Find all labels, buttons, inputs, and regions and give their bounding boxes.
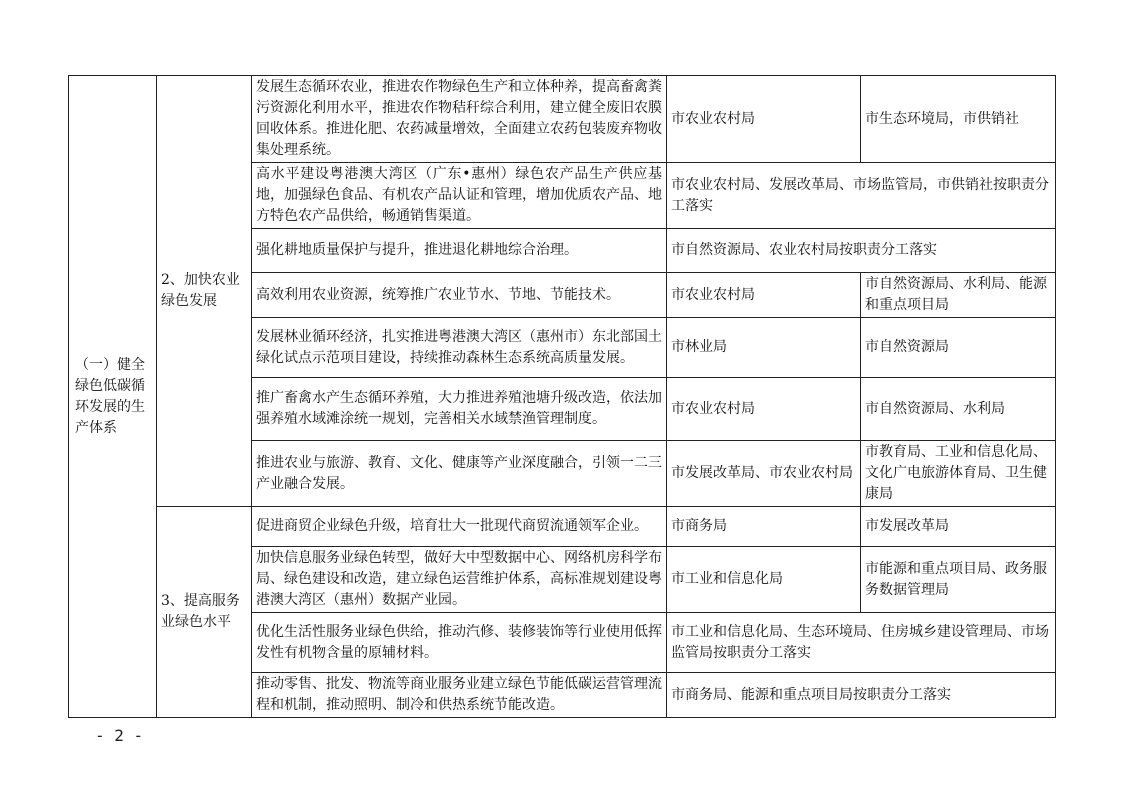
coop-dept-cell: 市生态环境局，市供销社 — [861, 76, 1056, 163]
section-title: 2、加快农业绿色发展 — [157, 76, 252, 507]
task-cell: 发展林业循环经济，扎实推进粤港澳大湾区（惠州市）东北部国土绿化试点示范项目建设，持续推动森林生态系统高质量发展。 — [252, 318, 667, 378]
policy-table — [68, 75, 1056, 718]
task-cell: 发展生态循环农业，推进农作物绿色生产和立体种养，提高畜禽粪污资源化利用水平，推进农作物秸秆综合利用，建立健全废旧农膜回收体系。推进化肥、农药减量增效，全面建立农药包装废弃物收集处理系统。 — [252, 76, 667, 163]
lead-dept-cell: 市工业和信息化局 — [667, 547, 861, 613]
task-cell: 推进农业与旅游、教育、文化、健康等产业深度融合，引领一二三产业融合发展。 — [252, 441, 667, 507]
lead-dept-cell: 市农业农村局 — [667, 273, 861, 318]
task-cell: 推动零售、批发、物流等商业服务业建立绿色节能低碳运营管理流程和机制，推动照明、制冷和供热系统节能改造。 — [252, 673, 667, 718]
lead-dept-cell: 市农业农村局 — [667, 378, 861, 441]
lead-dept-cell: 市农业农村局 — [667, 76, 861, 163]
task-cell: 促进商贸企业绿色升级，培育壮大一批现代商贸流通领军企业。 — [252, 507, 667, 547]
lead-dept-cell: 市农业农村局、发展改革局、市场监管局，市供销社按职责分工落实 — [667, 163, 1056, 229]
lead-dept-cell: 市林业局 — [667, 318, 861, 378]
table-row — [69, 507, 1056, 547]
coop-dept-cell: 市能源和重点项目局、政务服务数据管理局 — [861, 547, 1056, 613]
table-row — [69, 76, 1056, 163]
task-cell: 优化生活性服务业绿色供给，推动汽修、装修装饰等行业使用低挥发性有机物含量的原辅材料。 — [252, 613, 667, 673]
page-number: - 2 - — [95, 726, 144, 745]
coop-dept-cell: 市自然资源局 — [861, 318, 1056, 378]
task-cell: 高效利用农业资源，统筹推广农业节水、节地、节能技术。 — [252, 273, 667, 318]
lead-dept-cell: 市发展改革局、市农业农村局 — [667, 441, 861, 507]
coop-dept-cell: 市发展改革局 — [861, 507, 1056, 547]
lead-dept-cell: 市商务局 — [667, 507, 861, 547]
section-title: 3、提高服务业绿色水平 — [157, 507, 252, 718]
coop-dept-cell: 市自然资源局、水利局 — [861, 378, 1056, 441]
task-cell: 高水平建设粤港澳大湾区（广东•惠州）绿色农产品生产供应基地，加强绿色食品、有机农产品认证和管理，增加优质农产品、地方特色农产品供给，畅通销售渠道。 — [252, 163, 667, 229]
category-cell: （一）健全绿色低碳循环发展的生产体系 — [69, 76, 157, 718]
lead-dept-cell: 市自然资源局、农业农村局按职责分工落实 — [667, 229, 1056, 273]
coop-dept-cell: 市教育局、工业和信息化局、文化广电旅游体育局、卫生健康局 — [861, 441, 1056, 507]
task-cell: 加快信息服务业绿色转型，做好大中型数据中心、网络机房科学布局、绿色建设和改造，建立绿色运营维护体系，高标准规划建设粤港澳大湾区（惠州）数据产业园。 — [252, 547, 667, 613]
coop-dept-cell: 市自然资源局、水利局、能源和重点项目局 — [861, 273, 1056, 318]
task-cell: 推广畜禽水产生态循环养殖，大力推进养殖池塘升级改造，依法加强养殖水域滩涂统一规划，完善相关水域禁渔管理制度。 — [252, 378, 667, 441]
task-cell: 强化耕地质量保护与提升，推进退化耕地综合治理。 — [252, 229, 667, 273]
lead-dept-cell: 市商务局、能源和重点项目局按职责分工落实 — [667, 673, 1056, 718]
lead-dept-cell: 市工业和信息化局、生态环境局、住房城乡建设管理局、市场监管局按职责分工落实 — [667, 613, 1056, 673]
